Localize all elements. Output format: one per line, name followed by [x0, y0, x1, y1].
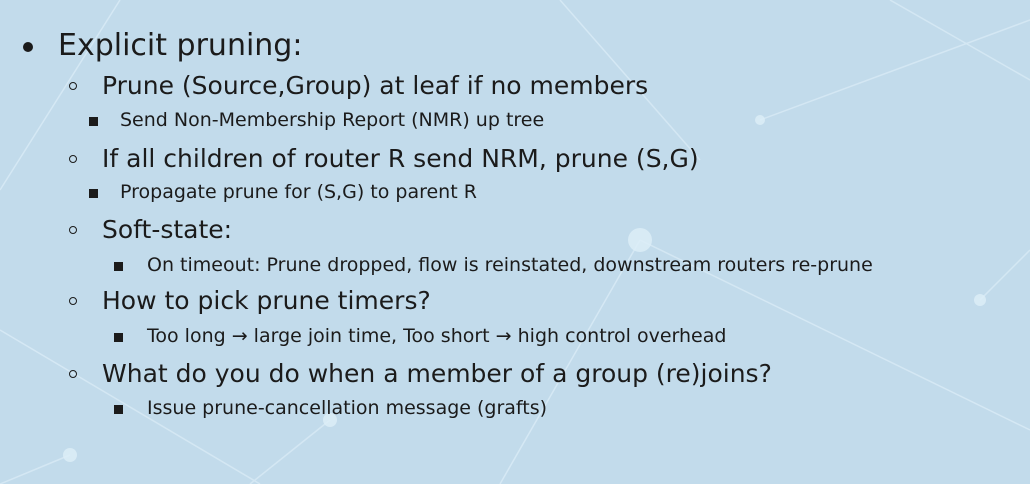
level3-bullet-icon — [114, 262, 123, 271]
bullet-propagate-prune: Propagate prune for (S,G) to parent R — [120, 181, 477, 203]
level3-bullet-icon — [89, 117, 98, 126]
level2-bullet-icon — [69, 370, 77, 378]
bullet-too-long-too-short: Too long → large join time, Too short → high control overhead — [147, 325, 727, 347]
level2-bullet-icon — [69, 82, 77, 90]
level1-bullet-icon — [23, 42, 33, 52]
bullet-prune-timers: How to pick prune timers? — [102, 286, 431, 315]
bullet-prune-cancellation: Issue prune-cancellation message (grafts) — [147, 397, 548, 419]
level2-bullet-icon — [69, 155, 77, 163]
bullet-send-nmr: Send Non-Membership Report (NMR) up tree — [120, 109, 545, 131]
bullet-prune-source-group: Prune (Source,Group) at leaf if no members — [102, 71, 649, 100]
bullet-all-children-nrm: If all children of router R send NRM, prune (S,G) — [102, 144, 699, 173]
bullet-explicit-pruning: Explicit pruning: — [58, 28, 303, 63]
bullet-member-rejoins: What do you do when a member of a group (re)joins? — [102, 359, 772, 388]
bullet-soft-state: Soft-state: — [102, 215, 233, 244]
level3-bullet-icon — [114, 405, 123, 414]
level2-bullet-icon — [69, 226, 77, 234]
bullet-on-timeout: On timeout: Prune dropped, flow is reinstated, downstream routers re-prune — [147, 254, 873, 276]
level3-bullet-icon — [89, 189, 98, 198]
level3-bullet-icon — [114, 333, 123, 342]
level2-bullet-icon — [69, 297, 77, 305]
